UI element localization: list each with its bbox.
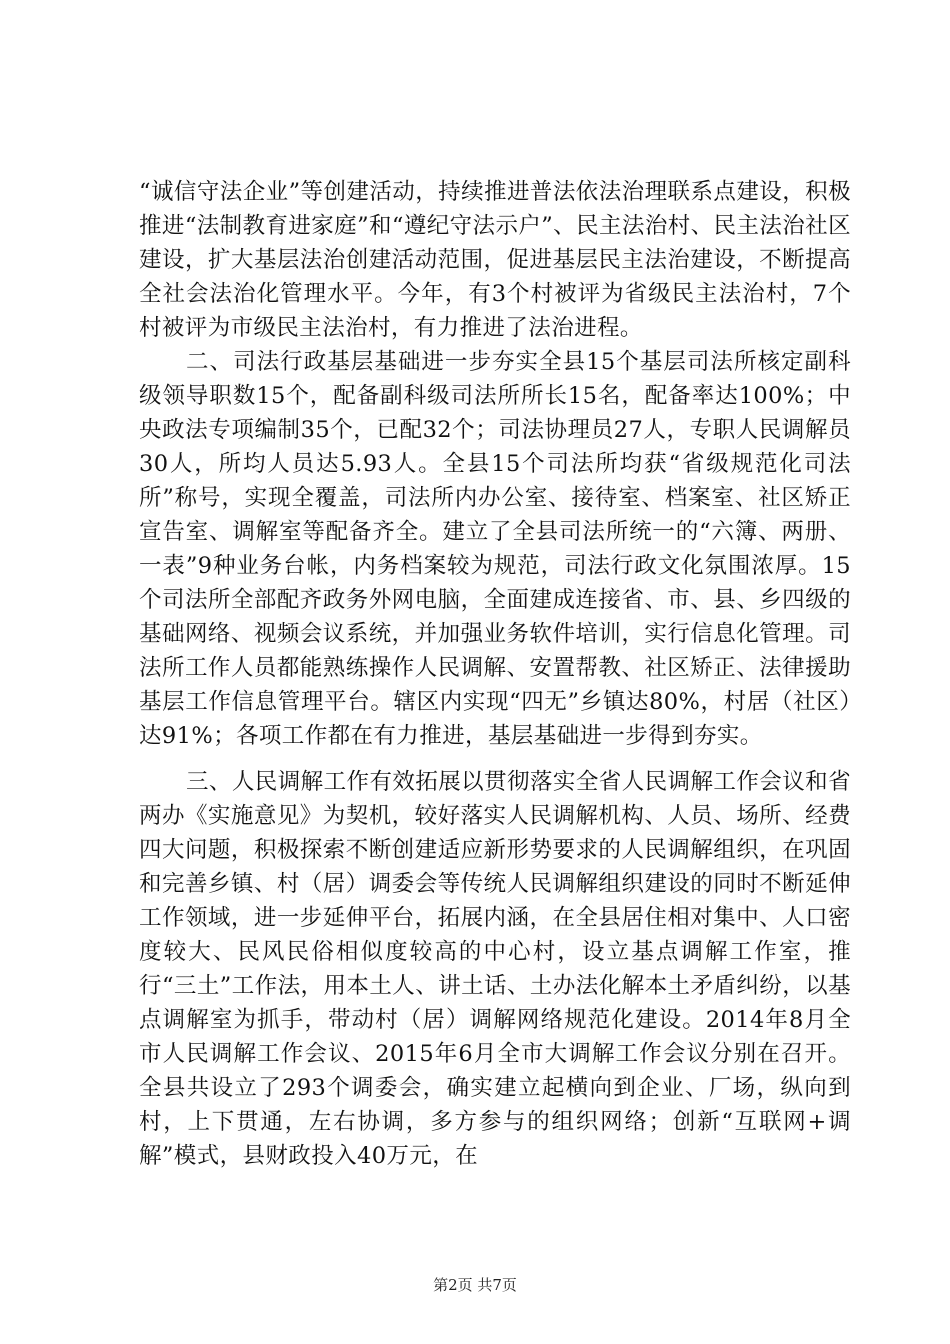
paragraph-continuation: “诚信守法企业”等创建活动，持续推进普法依法治理联系点建设，积极推进“法制教育进家庭”和“遵纪守法示户”、民主法治村、民主法治社区建设，扩大基层法治创建活动范围，促进基层民主法治建设，不断提高全社会法治化管理水平。今年，有3个村被评为省级民主法治村，7个村被评为市级民主法治村，有力推进了法治进程。 [139,179,851,341]
document-body [139,175,851,1173]
paragraph-section-two: 二、司法行政基层基础进一步夯实全县15个基层司法所核定副科级领导职数15个，配备副科级司法所所长15名，配备率达100%；中央政法专项编制35个，已配32个；司法协理员27人，专职人民调解员30人，所均人员达5.93人。全县15个司法所均获“省级规范化司法所”称号，实现全覆盖，司法所内办公室、接待室、档案室、社区矫正宣告室、调解室等配备齐全。建立了全县司法所统一的“六簿、两册、一表”9种业务台帐，内务档案较为规范，司法行政文化氛围浓厚。15个司法所全部配齐政务外网电脑，全面建成连接省、市、县、乡四级的基础网络、视频会议系统，并加强业务软件培训，实行信息化管理。司法所工作人员都能熟练操作人民调解、安置帮教、社区矫正、法律援助基层工作信息管理平台。辖区内实现“四无”乡镇达80%，村居（社区）达91%；各项工作都在有力推进，基层基础进一步得到夯实。 [139,349,851,749]
page-number-footer: 第2页 共7页 [433,1276,517,1294]
paragraph-section-three: 三、人民调解工作有效拓展以贯彻落实全省人民调解工作会议和省两办《实施意见》为契机，较好落实人民调解机构、人员、场所、经费四大问题，积极探索不断创建适应新形势要求的人民调解组织，在巩固和完善乡镇、村（居）调委会等传统人民调解组织建设的同时不断延伸工作领域，进一步延伸平台，拓展内涵，在全县居住相对集中、人口密度较大、民风民俗相似度较高的中心村，设立基点调解工作室，推行“三土”工作法，用本土人、讲土话、土办法化解本土矛盾纠纷，以基点调解室为抓手，带动村（居）调解网络规范化建设。2014年8月全市人民调解工作会议、2015年6月全市大调解工作会议分别在召开。全县共设立了293个调委会，确实建立起横向到企业、厂场，纵向到村，上下贯通，左右协调，多方参与的组织网络；创新“互联网+调解”模式，县财政投入40万元，在 [139,769,851,1169]
